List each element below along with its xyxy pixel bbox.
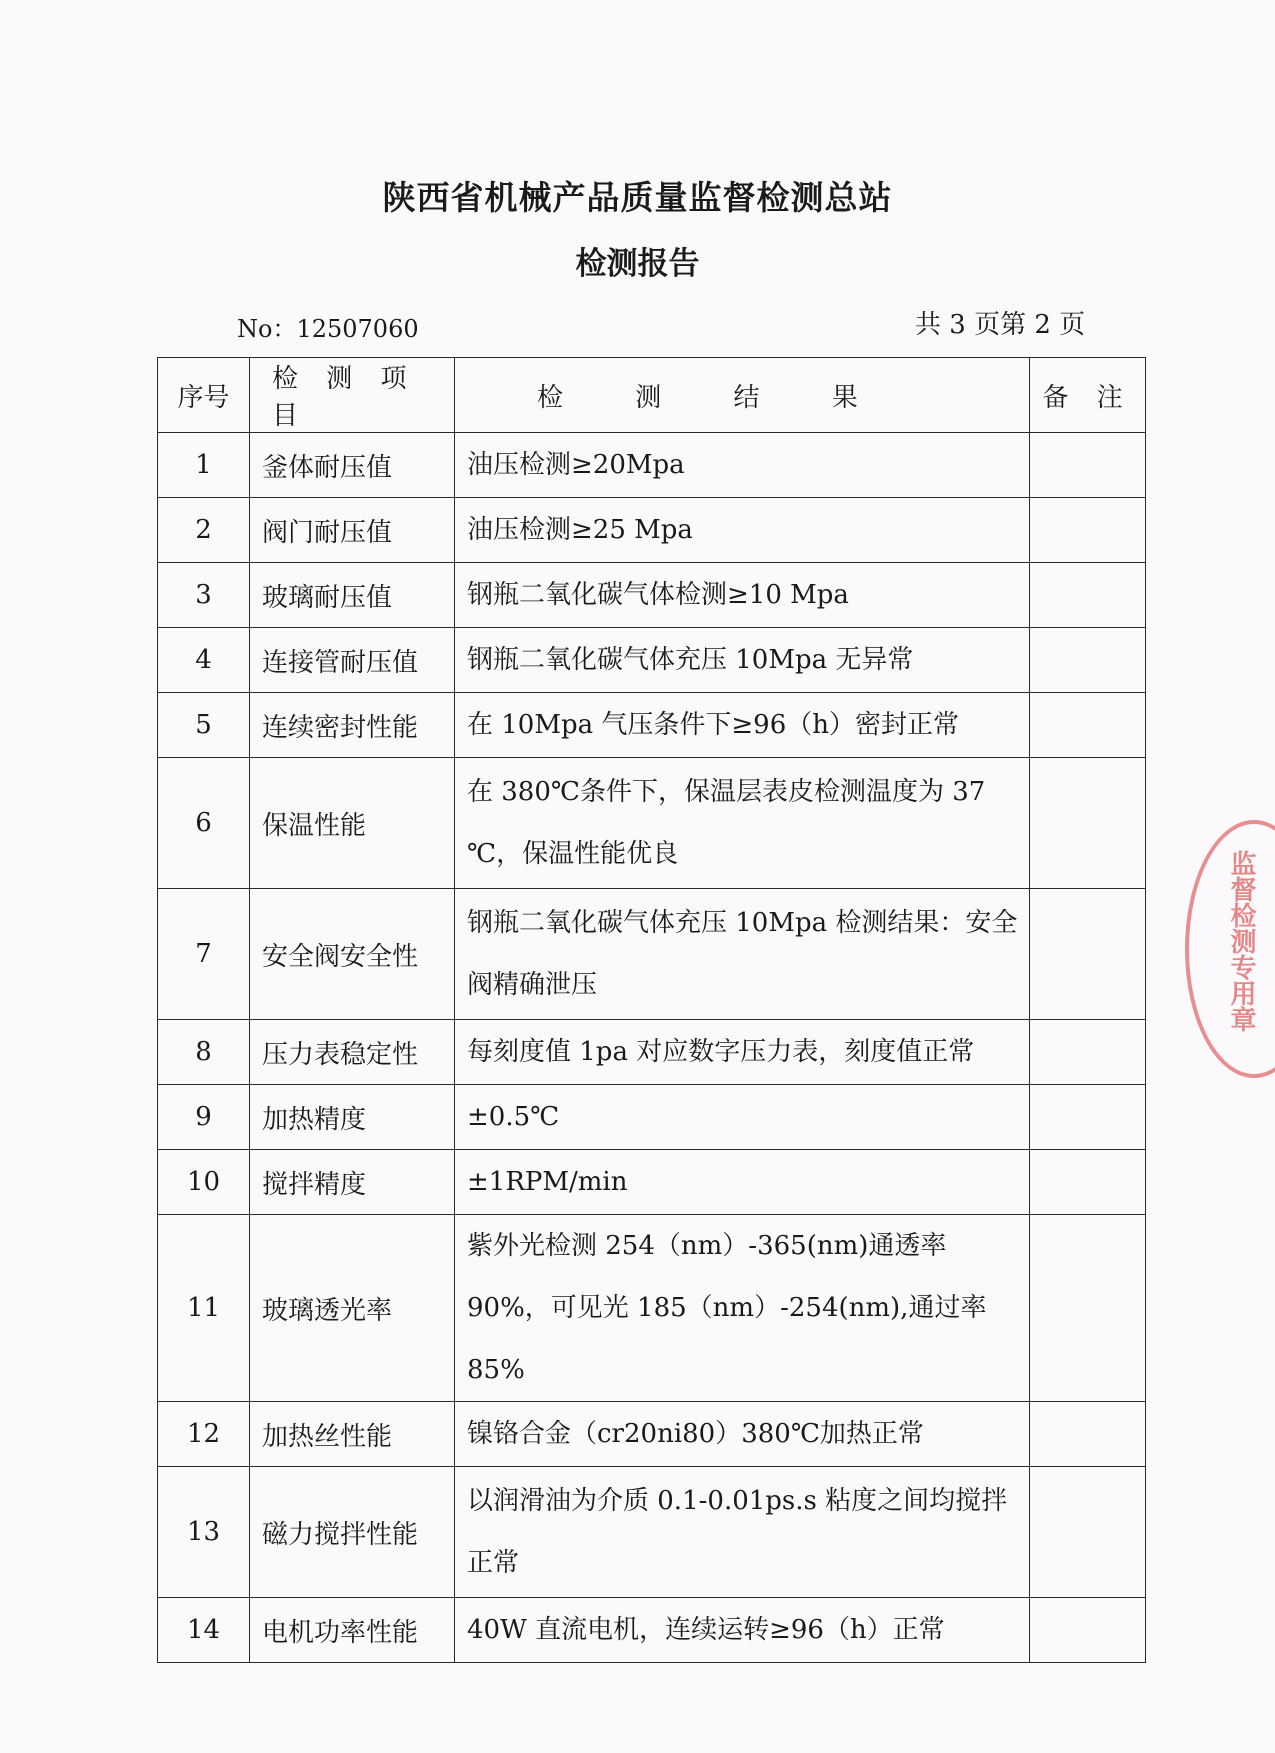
row-note — [1030, 563, 1146, 628]
row-note — [1030, 1598, 1146, 1663]
row-item: 加热精度 — [250, 1085, 455, 1150]
row-note — [1030, 1085, 1146, 1150]
row-number: 8 — [158, 1020, 250, 1085]
row-number: 12 — [158, 1402, 250, 1467]
row-note — [1030, 1467, 1146, 1598]
table-row — [158, 889, 1146, 1020]
column-header-note: 备 注 — [1030, 358, 1146, 433]
row-result: ±1RPM/min — [455, 1150, 1030, 1215]
column-header-result: 检 测 结 果 — [455, 358, 1030, 433]
row-result: 钢瓶二氧化碳气体充压 10Mpa 无异常 — [455, 628, 1030, 693]
row-number: 5 — [158, 693, 250, 758]
row-result: 在 10Mpa 气压条件下≥96（h）密封正常 — [455, 693, 1030, 758]
table-row — [158, 1598, 1146, 1663]
row-number: 13 — [158, 1467, 250, 1598]
row-result: 每刻度值 1pa 对应数字压力表，刻度值正常 — [455, 1020, 1030, 1085]
row-item: 连续密封性能 — [250, 693, 455, 758]
report-title: 检测报告 — [575, 246, 700, 282]
row-result: 在 380℃条件下，保温层表皮检测温度为 37 ℃，保温性能优良 — [455, 758, 1030, 889]
column-header-no: 序号 — [158, 358, 250, 433]
page-info: 共 3 页第 2 页 — [915, 310, 1086, 340]
row-note — [1030, 1150, 1146, 1215]
table-row — [158, 1085, 1146, 1150]
row-result: 油压检测≥25 Mpa — [455, 498, 1030, 563]
row-result: 油压检测≥20Mpa — [455, 433, 1030, 498]
row-number: 10 — [158, 1150, 250, 1215]
row-result: ±0.5℃ — [455, 1085, 1030, 1150]
row-number: 4 — [158, 628, 250, 693]
table-row — [158, 1467, 1146, 1598]
org-title: 陕西省机械产品质量监督检测总站 — [382, 178, 893, 217]
row-item: 阀门耐压值 — [250, 498, 455, 563]
table-row — [158, 1020, 1146, 1085]
table-row — [158, 1402, 1146, 1467]
table-body — [158, 433, 1146, 1663]
row-result: 40W 直流电机，连续运转≥96（h）正常 — [455, 1598, 1030, 1663]
row-note — [1030, 1402, 1146, 1467]
row-item: 玻璃耐压值 — [250, 563, 455, 628]
row-number: 9 — [158, 1085, 250, 1150]
row-note — [1030, 498, 1146, 563]
stamp-text: 监督检测专用章 — [1226, 850, 1256, 1032]
row-item: 玻璃透光率 — [250, 1215, 455, 1402]
row-item: 压力表稳定性 — [250, 1020, 455, 1085]
table-row — [158, 628, 1146, 693]
table-row — [158, 498, 1146, 563]
row-result: 钢瓶二氧化碳气体充压 10Mpa 检测结果：安全阀精确泄压 — [455, 889, 1030, 1020]
table-row — [158, 1215, 1146, 1402]
row-item: 搅拌精度 — [250, 1150, 455, 1215]
results-table — [157, 357, 1146, 1663]
row-item: 保温性能 — [250, 758, 455, 889]
table-row — [158, 693, 1146, 758]
row-number: 1 — [158, 433, 250, 498]
row-number: 3 — [158, 563, 250, 628]
row-note — [1030, 693, 1146, 758]
table-header-row — [158, 358, 1146, 433]
row-note — [1030, 628, 1146, 693]
row-note — [1030, 758, 1146, 889]
row-note — [1030, 1215, 1146, 1402]
report-number: No：12507060 — [237, 315, 419, 343]
row-result: 钢瓶二氧化碳气体检测≥10 Mpa — [455, 563, 1030, 628]
table-row — [158, 433, 1146, 498]
row-item: 电机功率性能 — [250, 1598, 455, 1663]
row-number: 14 — [158, 1598, 250, 1663]
row-item: 安全阀安全性 — [250, 889, 455, 1020]
row-number: 11 — [158, 1215, 250, 1402]
row-item: 磁力搅拌性能 — [250, 1467, 455, 1598]
row-note — [1030, 1020, 1146, 1085]
row-note — [1030, 889, 1146, 1020]
row-item: 釜体耐压值 — [250, 433, 455, 498]
row-note — [1030, 433, 1146, 498]
row-result: 镍铬合金（cr20ni80）380℃加热正常 — [455, 1402, 1030, 1467]
table-row — [158, 1150, 1146, 1215]
row-result: 以润滑油为介质 0.1-0.01ps.s 粘度之间均搅拌正常 — [455, 1467, 1030, 1598]
row-item: 加热丝性能 — [250, 1402, 455, 1467]
row-number: 2 — [158, 498, 250, 563]
table-row — [158, 563, 1146, 628]
table-row — [158, 758, 1146, 889]
row-result: 紫外光检测 254（nm）-365(nm)通透率 90%，可见光 185（nm）-254(nm),通过率 85% — [455, 1215, 1030, 1402]
row-item: 连接管耐压值 — [250, 628, 455, 693]
row-number: 7 — [158, 889, 250, 1020]
row-number: 6 — [158, 758, 250, 889]
column-header-item: 检 测 项 目 — [250, 358, 455, 433]
